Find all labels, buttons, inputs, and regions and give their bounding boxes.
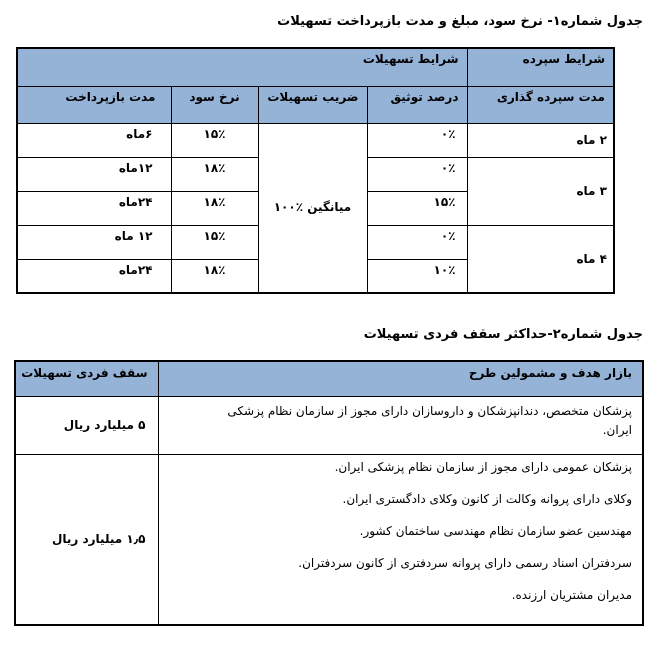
individual-cap-table	[14, 360, 644, 626]
repayment-term-cell: ۱۲ ماه	[17, 225, 171, 259]
table2-row-2	[15, 454, 643, 625]
market-line: وکلای دارای پروانه وکالت از کانون وکلای دادگستری ایران.	[342, 491, 632, 506]
profit-rate-cell: ۱۸٪	[171, 191, 258, 225]
market-line: پزشکان عمومی دارای مجوز از سازمان نظام پزشکی ایران.	[334, 459, 632, 474]
repayment-term-cell: ۲۴ماه	[17, 259, 171, 293]
column-header-pledge-percent: درصد توثیق	[367, 86, 467, 123]
pledge-percent-cell: ۰٪	[367, 225, 467, 259]
profit-rate-cell: ۱۸٪	[171, 157, 258, 191]
pledge-percent-cell: ۰٪	[367, 157, 467, 191]
market-line: مدیران مشتریان ارزنده.	[511, 587, 632, 602]
column-header-individual-cap: سقف فردی تسهیلات	[15, 361, 158, 396]
market-line: مهندسین عضو سازمان نظام مهندسی ساختمان کشور.	[359, 523, 632, 538]
market-line: پزشکان متخصص، دندانپزشکان و داروسازان دارای مجوز از سازمان نظام پزشکی ایران.	[227, 403, 632, 437]
deposit-term-cell: ۳ ماه	[467, 157, 614, 225]
deposit-term-cell: ۴ ماه	[467, 225, 614, 293]
table2-row-1	[15, 396, 643, 454]
target-market-cell	[158, 396, 643, 454]
table1-column-header-row	[17, 86, 614, 123]
table1-title: جدول شماره۱- نرخ سود، مبلغ و مدت بازپرداخت تسهیلات	[277, 14, 643, 29]
column-header-deposit-term: مدت سپرده گذاری	[467, 86, 614, 123]
table1-row-1	[17, 123, 614, 157]
column-header-repayment-term: مدت بازپرداخت	[17, 86, 171, 123]
column-header-target-market: بازار هدف و مشمولین طرح	[158, 361, 643, 396]
target-market-cell	[158, 454, 643, 625]
column-header-profit-rate: نرخ سود	[171, 86, 258, 123]
individual-cap-cell: ۵ میلیارد ریال	[15, 396, 158, 454]
pledge-percent-cell: ۱۵٪	[367, 191, 467, 225]
facility-coefficient-merged-cell: میانگین ٪۱۰۰	[258, 123, 367, 293]
table2-header-row	[15, 361, 643, 396]
pledge-percent-cell: ۱۰٪	[367, 259, 467, 293]
individual-cap-cell: ۱٫۵ میلیارد ریال	[15, 454, 158, 625]
table2-title: جدول شماره۲-حداکثر سقف فردی تسهیلات	[363, 327, 643, 342]
facility-terms-table	[16, 47, 615, 294]
repayment-term-cell: ۲۴ماه	[17, 191, 171, 225]
profit-rate-cell: ۱۸٪	[171, 259, 258, 293]
column-header-facility-coefficient: ضریب تسهیلات	[258, 86, 367, 123]
table1-group-header-row	[17, 48, 614, 86]
deposit-term-cell: ۲ ماه	[467, 123, 614, 157]
market-line: سردفتران اسناد رسمی دارای پروانه سردفتری از کانون سردفتران.	[298, 555, 632, 570]
facility-conditions-group-header: شرایط تسهیلات	[17, 48, 467, 86]
deposit-conditions-group-header: شرایط سپرده	[467, 48, 614, 86]
profit-rate-cell: ۱۵٪	[171, 225, 258, 259]
profit-rate-cell: ۱۵٪	[171, 123, 258, 157]
repayment-term-cell: ۶ماه	[17, 123, 171, 157]
pledge-percent-cell: ۰٪	[367, 123, 467, 157]
repayment-term-cell: ۱۲ماه	[17, 157, 171, 191]
